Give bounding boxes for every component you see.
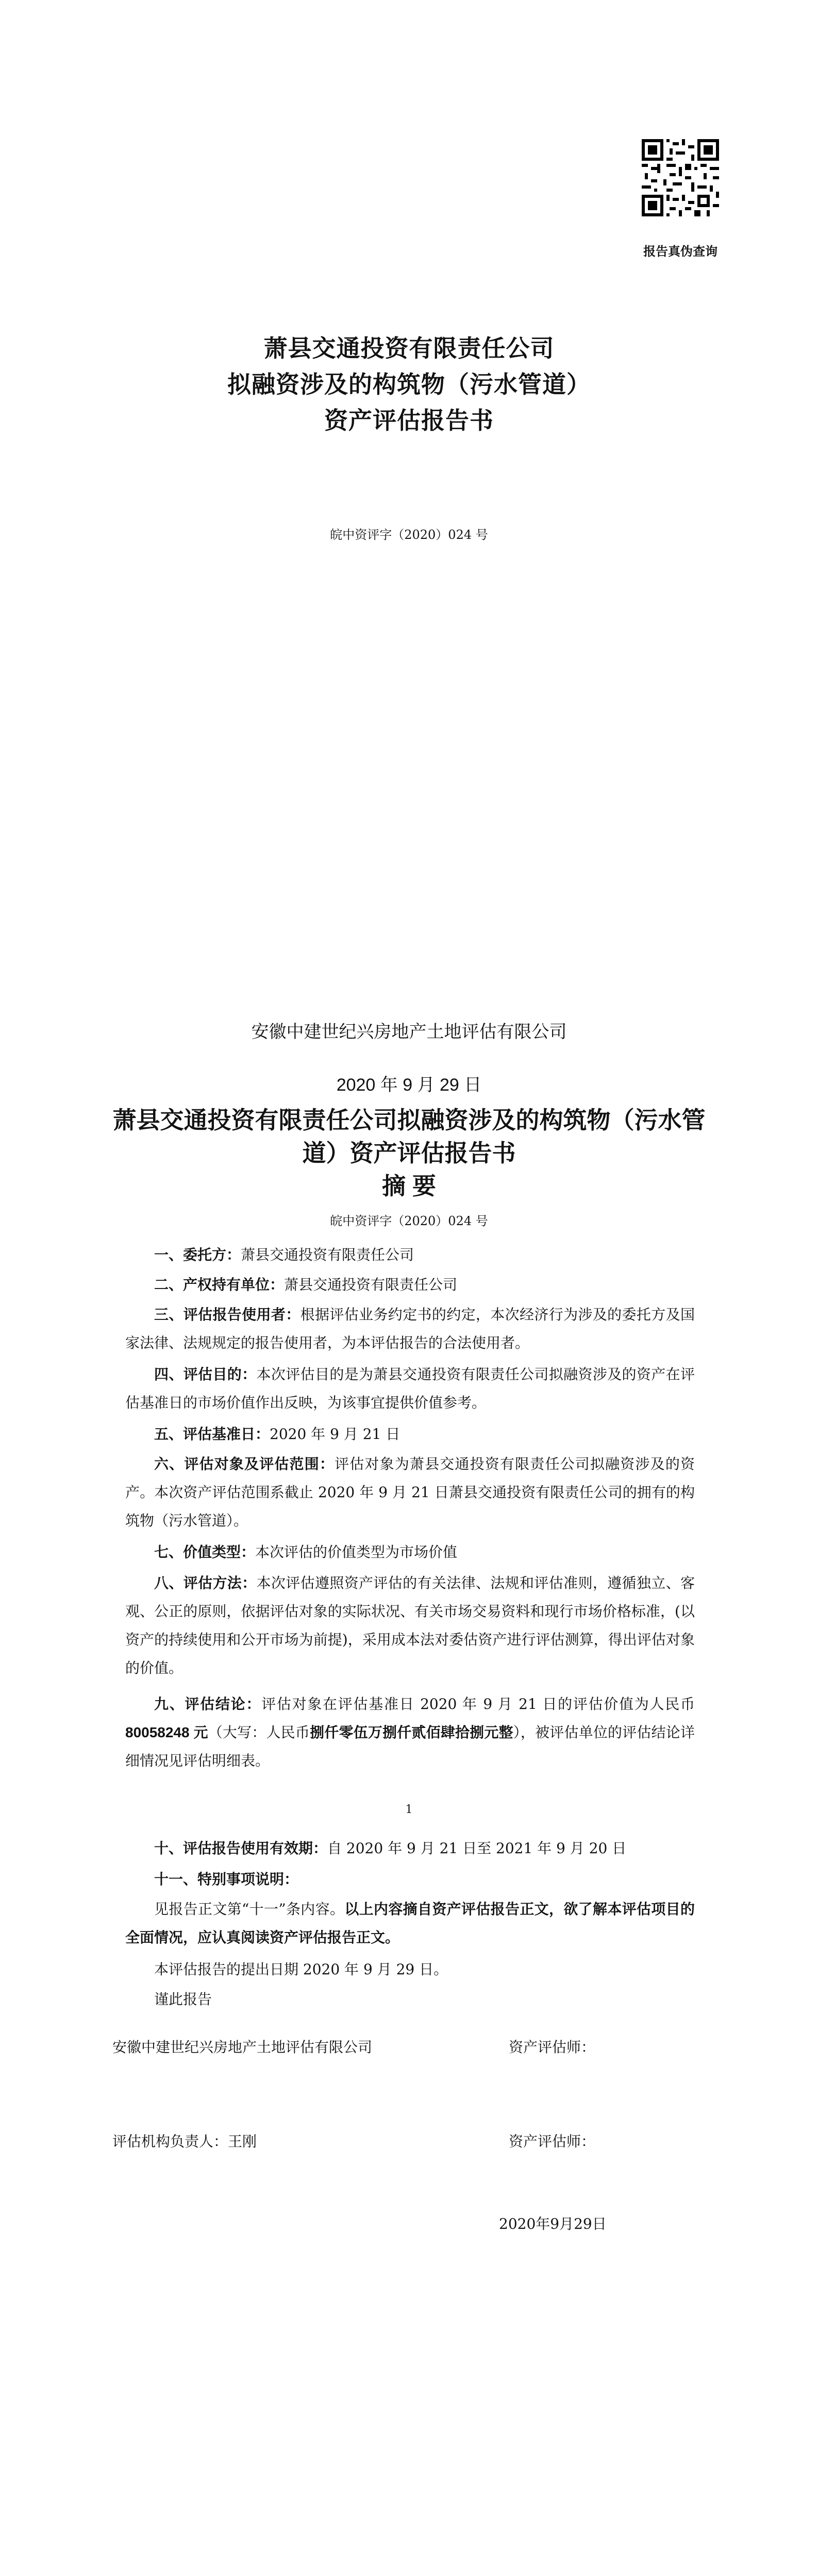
summary-title-line-1: 萧县交通投资有限责任公司拟融资涉及的构筑物（污水管 <box>112 1107 706 1133</box>
summary-value-type <box>125 1538 695 1566</box>
summary-validity-label: 十、评估报告使用有效期： <box>154 1840 328 1856</box>
summary-users-text: 根据评估业务约定书的约定，本次经济行为涉及的委托方及国家法律、法规规定的报告使用者，为本评估报告的合法使用者。 <box>125 1306 695 1351</box>
summary-holder <box>125 1270 695 1299</box>
summary-conclusion-text-after: ），被评估单位的评估结论详细情况见评估明细表。 <box>125 1724 695 1769</box>
cover-doc-number: 皖中资评字（2020）024 号 <box>330 528 488 542</box>
cover-title-line-3: 资产评估报告书 <box>324 407 494 434</box>
summary-client <box>125 1241 695 1269</box>
summary-base-date-text: 2020 年 9 月 21 日 <box>270 1426 400 1443</box>
sign-appraiser-1: 资产评估师： <box>509 2039 596 2056</box>
summary-method-text: 本次评估遵照资产评估的有关法律、法规和评估准则，遵循独立、客观、公正的原则，依据评估对象的实际状况、有关市场交易资料和现行市场价格标准，(以资产的持续使用和公开市场为前提)，采用成本法对委估资产进行评估测算，得出评估对象的价值。 <box>125 1574 695 1676</box>
special-matters-ref: 见报告正文第“十一”条内容。 <box>154 1901 345 1918</box>
summary-method <box>125 1569 695 1682</box>
special-matters-text <box>125 1895 695 1952</box>
special-matters-label: 十一、特别事项说明： <box>154 1871 299 1887</box>
summary-client-text: 萧县交通投资有限责任公司 <box>241 1246 414 1263</box>
page-number-1: 1 <box>405 1803 413 1816</box>
qr-verify-label: 报告真伪查询 <box>643 245 717 259</box>
cover-report-date: 2020 年 9 月 29 日 <box>336 1075 482 1095</box>
summary-holder-text: 萧县交通投资有限责任公司 <box>284 1276 458 1293</box>
summary-base-date <box>125 1420 695 1448</box>
sign-date: 2020年9月29日 <box>499 2215 607 2232</box>
summary-users-label: 三、评估报告使用者： <box>154 1307 301 1323</box>
summary-validity-text: 自 2020 年 9 月 21 日至 2021 年 9 月 20 日 <box>327 1840 627 1857</box>
summary-holder-label: 二、产权持有单位： <box>154 1277 285 1293</box>
summary-conclusion-text-mid: （大写：人民币 <box>208 1724 310 1741</box>
summary-doc-number: 皖中资评字（2020）024 号 <box>330 1214 488 1228</box>
summary-conclusion <box>125 1690 695 1775</box>
summary-base-date-label: 五、评估基准日： <box>154 1426 270 1442</box>
special-matters-bold: 以上内容摘自资产评估报告正文，欲了解本评估项目的全面情况，应认真阅读资产评估报告正文。 <box>125 1901 695 1945</box>
summary-title-line-2: 道）资产评估报告书 <box>302 1140 516 1166</box>
summary-object-text: 评估对象为萧县交通投资有限责任公司拟融资涉及的资产。本次资产评估范围系截止 2020 年 9 月 21 日萧县交通投资有限责任公司的拥有的构筑物（污水管道）。 <box>125 1455 695 1529</box>
summary-method-label: 八、评估方法： <box>154 1575 257 1591</box>
summary-conclusion-text-before: 评估对象在评估基准日 2020 年 9 月 21 日的评估价值为人民币 <box>261 1696 695 1713</box>
summary-conclusion-amount-words: 捌仟零伍万捌仟贰佰肆拾捌元整 <box>310 1724 513 1740</box>
special-matters-heading <box>125 1865 695 1893</box>
summary-object <box>125 1450 695 1535</box>
closing-text: 谨此报告 <box>154 1991 212 2008</box>
cover-title-line-2: 拟融资涉及的构筑物（污水管道） <box>227 371 591 398</box>
sign-company: 安徽中建世纪兴房地产土地评估有限公司 <box>112 2039 373 2056</box>
issue-date-text: 本评估报告的提出日期 2020 年 9 月 29 日。 <box>154 1961 448 1978</box>
summary-client-label: 一、委托方： <box>154 1247 241 1263</box>
sign-head: 评估机构负责人：王刚 <box>112 2133 257 2150</box>
summary-purpose-text: 本次评估目的是为萧县交通投资有限责任公司拟融资涉及的资产在评估基准日的市场价值作出反映，为该事宜提供价值参考。 <box>125 1366 695 1411</box>
summary-purpose <box>125 1360 695 1417</box>
summary-value-type-text: 本次评估的价值类型为市场价值 <box>255 1544 458 1561</box>
summary-purpose-label: 四、评估目的： <box>154 1366 257 1382</box>
summary-heading: 摘 要 <box>382 1173 436 1199</box>
summary-value-type-label: 七、价值类型： <box>154 1544 256 1560</box>
qr-code-icon <box>642 139 719 216</box>
sign-appraiser-2: 资产评估师： <box>509 2133 596 2150</box>
summary-conclusion-label: 九、评估结论： <box>154 1696 262 1712</box>
summary-conclusion-amount: 80058248 元 <box>125 1724 208 1740</box>
cover-company-name: 安徽中建世纪兴房地产土地评估有限公司 <box>251 1022 567 1042</box>
cover-title-line-1: 萧县交通投资有限责任公司 <box>263 335 555 362</box>
summary-users <box>125 1300 695 1357</box>
summary-object-label: 六、评估对象及评估范围： <box>154 1456 335 1472</box>
summary-validity <box>125 1834 695 1862</box>
